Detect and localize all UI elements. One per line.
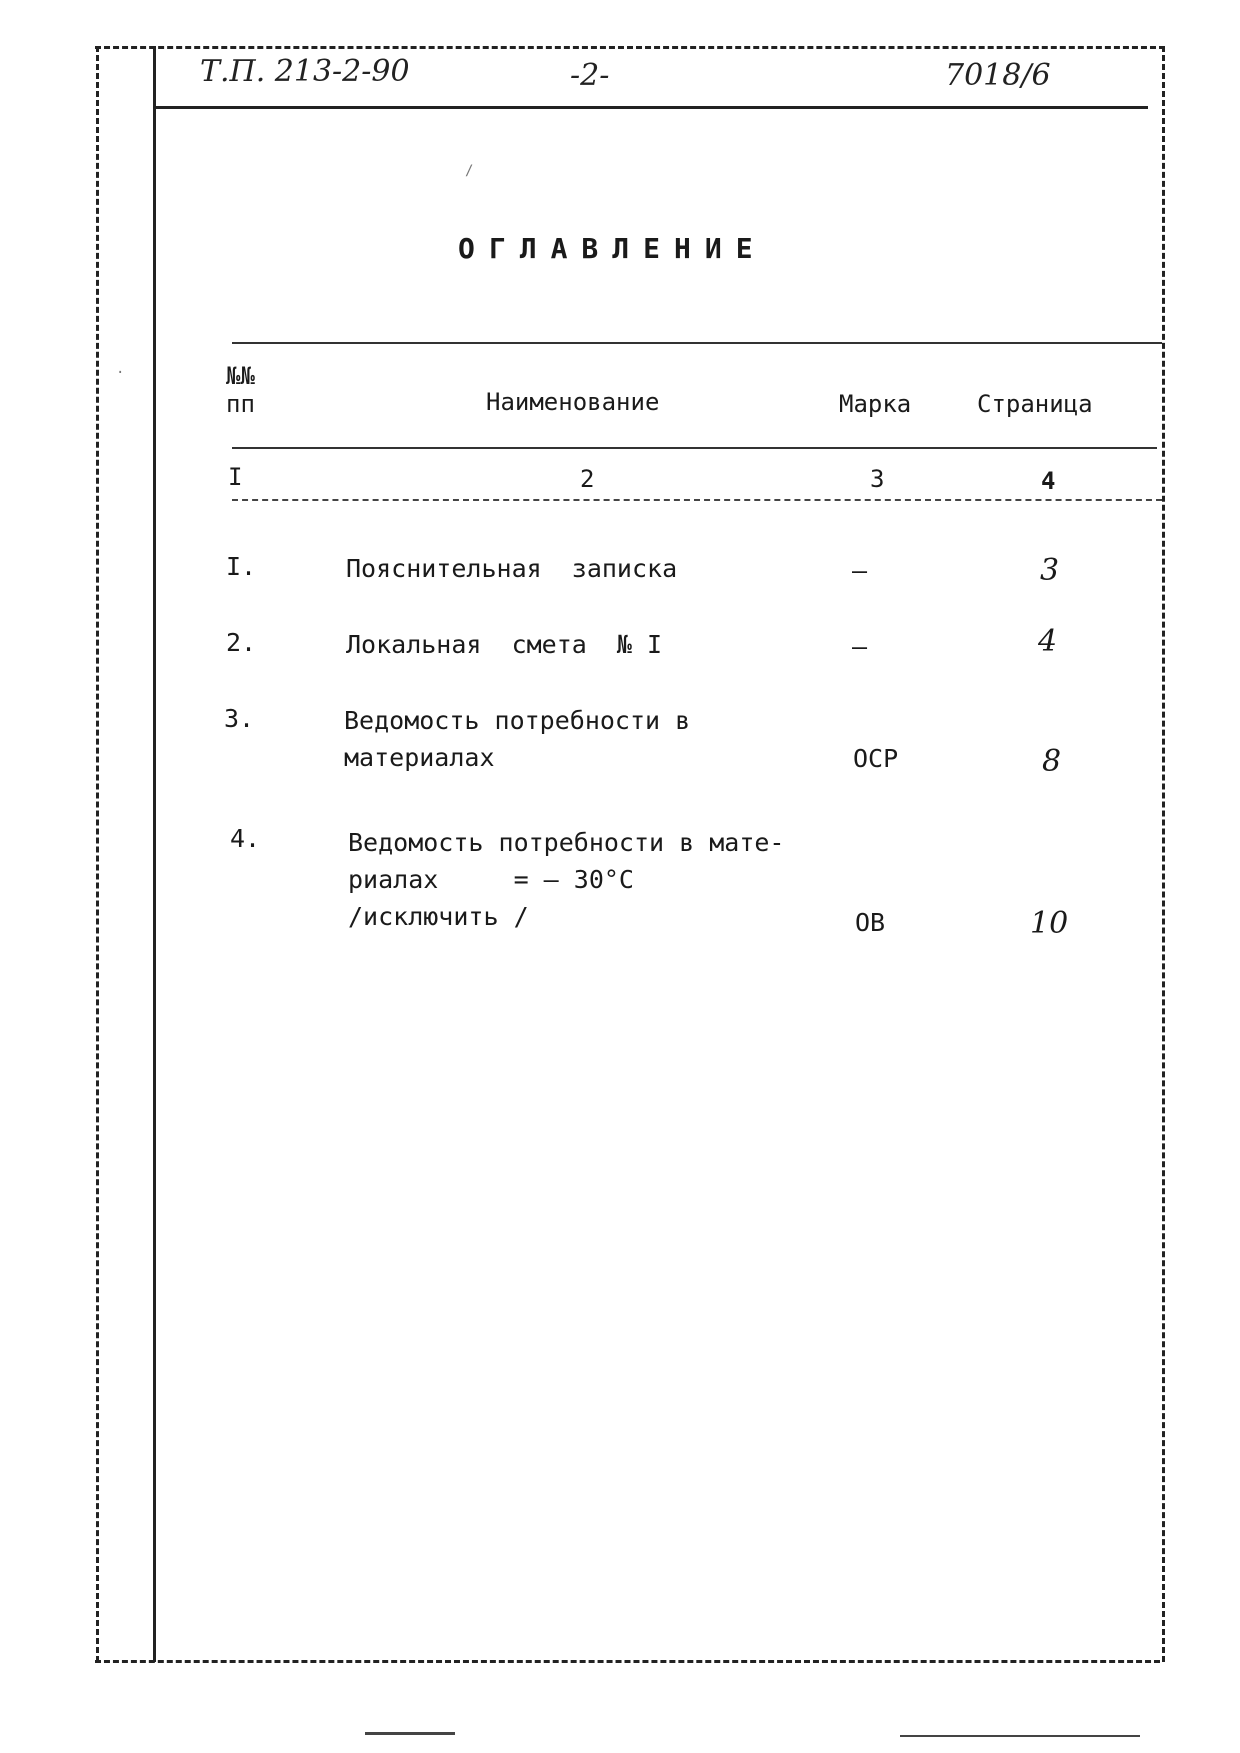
stray-mark: / [465, 163, 474, 179]
stray-mark: · [116, 365, 125, 381]
page-frame-right [1162, 46, 1165, 1662]
row-2-mark: – [852, 632, 868, 661]
sheet-number: 7018/6 [945, 58, 1051, 93]
row-2-page: 4 [1038, 624, 1058, 659]
page-frame-bottom [95, 1660, 1160, 1663]
row-2-name-line: Локальная смета № I [346, 630, 663, 659]
page-marker: -2- [570, 58, 610, 93]
row-3-name-line-1: Ведомость потребности в [344, 706, 691, 735]
header-num-line1: №№ [226, 362, 255, 390]
row-2-name [346, 626, 662, 663]
row-3-page: 8 [1042, 744, 1062, 779]
row-4-name-line-3: /исключить / [348, 902, 529, 931]
header-rule [153, 106, 1148, 109]
header-num-line2: пп [226, 390, 255, 418]
row-3-name [344, 702, 690, 776]
header-mark: Марка [839, 390, 912, 418]
row-4-mark: ОВ [855, 908, 886, 937]
table-top-rule [232, 342, 1162, 344]
row-4-page: 10 [1030, 906, 1069, 941]
column-number-2: 2 [580, 465, 595, 493]
header-num [226, 362, 255, 418]
row-1-name-line: Пояснительная записка [346, 554, 678, 583]
row-4-num: 4. [230, 824, 261, 853]
row-1-page: 3 [1040, 553, 1060, 588]
scan-artifact [900, 1735, 1140, 1737]
row-1-mark: – [852, 556, 868, 585]
doc-code: Т.П. 213-2-90 [200, 54, 410, 89]
row-3-num: 3. [224, 704, 255, 733]
scan-artifact [365, 1732, 455, 1735]
column-number-4: 4 [1041, 467, 1056, 495]
column-number-1: I [228, 463, 243, 491]
row-1-num: I. [226, 552, 257, 581]
table-header-rule [232, 447, 1157, 449]
page-frame-left [96, 46, 99, 1662]
page-frame-top [95, 46, 1165, 49]
row-2-num: 2. [226, 628, 257, 657]
table-column-numbers-rule [232, 499, 1162, 501]
row-1-name [346, 550, 677, 587]
column-number-3: 3 [870, 465, 885, 493]
row-3-name-line-2: материалах [344, 743, 495, 772]
header-page: Страница [977, 390, 1093, 418]
row-4-name-line-2: риалах = – 30°С [348, 865, 634, 894]
row-3-mark: ОСР [853, 744, 899, 773]
binding-margin-line [153, 46, 156, 1662]
header-name: Наименование [486, 388, 660, 416]
row-4-name [348, 824, 785, 935]
row-4-name-line-1: Ведомость потребности в мате- [348, 828, 785, 857]
page-title: ОГЛАВЛЕНИЕ [458, 232, 767, 265]
